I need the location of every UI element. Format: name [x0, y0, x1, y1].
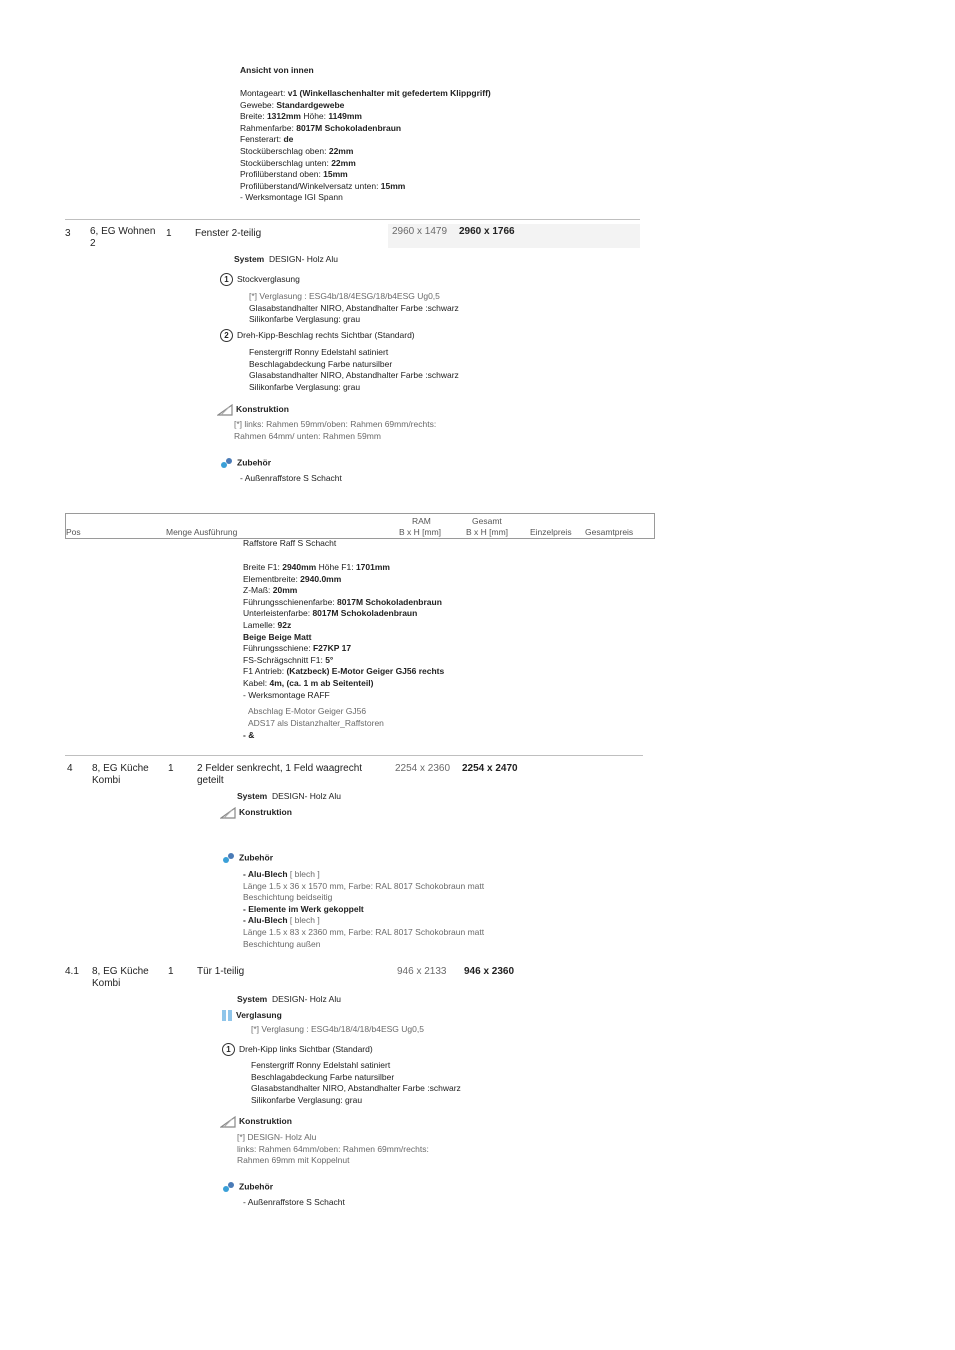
spec-line — [243, 643, 444, 655]
spec-line — [243, 608, 444, 620]
spec-label: - Werksmontage RAFF — [243, 689, 330, 700]
spec-value: 15mm — [323, 169, 348, 180]
zubehoer-item-detail: [ blech ] — [287, 915, 320, 926]
spec-line — [240, 100, 491, 112]
item-dreh-kipp — [222, 1043, 373, 1056]
quantity: 1 — [168, 966, 174, 977]
spec-value: de — [283, 134, 294, 145]
spec-value: 1701mm — [355, 562, 390, 572]
konstruktion-lines — [234, 419, 436, 442]
zubehoer-item-detail: Länge 1.5 x 83 x 2360 mm, Farbe: RAL 8017 Schokobraun matt — [243, 926, 485, 937]
accessories-gear-icon — [220, 457, 234, 469]
verglasung-title: Verglasung — [236, 1009, 282, 1020]
zubehoer-title: Zubehör — [237, 457, 271, 468]
item-stockverglasung — [220, 273, 300, 286]
room-label: 8, EG Küche — [92, 966, 149, 977]
zubehoer-item — [243, 927, 484, 939]
system-line — [237, 791, 341, 803]
spec-label: Höhe F1: — [316, 562, 356, 572]
konstruktion-title: Konstruktion — [239, 1115, 292, 1126]
total-size: 2254 x 2470 — [462, 763, 518, 774]
spec-value: Beige Beige Matt — [243, 631, 312, 642]
spec-line — [240, 169, 491, 181]
konstruktion-heading — [217, 403, 289, 416]
konstruktion-lines — [237, 1132, 429, 1167]
spec-label: Rahmenfarbe: — [240, 122, 297, 133]
header-ram-unit: B x H [mm] — [399, 527, 442, 537]
divider — [65, 755, 643, 756]
spec-label: Montageart: — [240, 88, 288, 98]
header-ram: RAM — [412, 516, 431, 526]
description: 2 Felder senkrecht, 1 Feld waagrecht — [197, 763, 363, 774]
system-value: DESIGN- Holz Alu — [268, 254, 338, 264]
spacer-line: Glasabstandhalter NIRO, Abstandhalter Farbe :schwarz — [251, 1083, 461, 1094]
item1-lines — [249, 291, 459, 326]
zubehoer-item — [243, 881, 484, 893]
zubehoer-title: Zubehör — [239, 1181, 273, 1192]
room-label: 8, EG Küche — [92, 763, 149, 774]
spec-label: Breite: — [240, 111, 267, 122]
spec-line — [240, 134, 491, 146]
raff-spec-list — [243, 562, 444, 701]
zubehoer-item — [243, 869, 484, 881]
spec-value: 22mm — [331, 157, 356, 168]
pos-number: 4 — [67, 763, 73, 774]
header-gesamt-unit: B x H [mm] — [466, 527, 509, 537]
room-label-line2: 2 — [90, 238, 96, 249]
zubehoer-item-detail: [ blech ] — [287, 869, 320, 879]
silicone-line: Silikonfarbe Verglasung: grau — [249, 314, 361, 325]
konstruktion-heading — [220, 806, 292, 819]
glazing-icon — [221, 1009, 233, 1022]
room-label: 6, EG Wohnen — [90, 226, 156, 237]
spec-line — [243, 597, 444, 609]
item-title: Dreh-Kipp-Beschlag rechts Sichtbar (Standard) — [237, 329, 415, 340]
spec-line — [243, 690, 444, 702]
spec-value: 15mm — [380, 180, 406, 191]
raff-grey-line: Abschlag E-Motor Geiger GJ56 — [248, 706, 367, 716]
spec-line — [240, 146, 491, 158]
item-title: Stockverglasung — [237, 273, 300, 284]
konstruktion-title: Konstruktion — [239, 806, 292, 817]
spec-label: Unterleistenfarbe: — [243, 608, 313, 619]
spec-line — [240, 88, 491, 100]
room-label-line2: Kombi — [92, 978, 121, 989]
spec-label: Kabel: — [243, 677, 270, 688]
description: Fenster 2-teilig — [195, 228, 262, 239]
total-size: 2960 x 1766 — [459, 226, 515, 237]
top-heading: Ansicht von innen — [240, 65, 314, 75]
system-line — [237, 994, 341, 1006]
construction-icon — [220, 806, 236, 819]
ram-size: 2960 x 1479 — [392, 226, 448, 237]
quantity: 1 — [166, 228, 172, 239]
spec-value: Standardgewebe — [276, 99, 345, 110]
spec-label: Lamelle: — [243, 619, 278, 630]
spec-label: Breite F1: — [243, 562, 283, 572]
quantity: 1 — [168, 763, 174, 774]
ram-size: 2254 x 2360 — [395, 763, 451, 774]
description: Tür 1-teilig — [197, 966, 245, 977]
spec-value: 8017M Schokoladenbraun — [312, 608, 418, 619]
system-line — [234, 254, 338, 266]
zubehoer-item-name: - Elemente im Werk gekoppelt — [243, 903, 364, 914]
spec-value: 2940mm — [282, 562, 317, 572]
zubehoer-item-name: - Alu-Blech — [243, 869, 288, 879]
total-size: 946 x 2360 — [464, 966, 515, 977]
pos-number: 3 — [65, 228, 71, 239]
accessories-gear-icon — [222, 852, 236, 864]
number-one-icon: 1 — [222, 1043, 235, 1056]
spec-label: F1 Antrieb: — [243, 666, 287, 677]
header-menge-ausfuehrung: Menge Ausführung — [166, 527, 238, 537]
verglasung-line: [*] Verglasung : ESG4b/18/4/18/b4ESG Ug0,5 — [251, 1024, 424, 1034]
silicone-line: Silikonfarbe Verglasung: grau — [251, 1094, 363, 1105]
construction-icon — [220, 1115, 236, 1128]
spacer-line: Glasabstandhalter NIRO, Abstandhalter Farbe :schwarz — [249, 302, 459, 313]
spec-line — [240, 123, 491, 135]
spec-line — [243, 620, 444, 632]
spec-label: Z-Maß: — [243, 585, 273, 596]
konstruktion-line: [*] DESIGN- Holz Alu — [237, 1132, 317, 1142]
room-label-line2: Kombi — [92, 775, 121, 786]
spec-line — [240, 181, 491, 193]
handle-line: Fenstergriff Ronny Edelstahl satiniert — [249, 347, 389, 357]
verglasung-heading — [221, 1009, 282, 1022]
spec-label: Fensterart: — [240, 134, 284, 145]
header-pos: Pos — [66, 527, 81, 537]
spec-value: v1 (Winkellaschenhalter mit gefedertem Klippgriff) — [287, 88, 491, 98]
system-value: DESIGN- Holz Alu — [271, 791, 341, 801]
spec-line — [243, 562, 444, 574]
pos-number: 4.1 — [65, 966, 79, 977]
zubehoer-item-detail: Beschichtung beidseitig — [243, 892, 333, 903]
glazing-line: [*] Verglasung : ESG4b/18/4ESG/18/b4ESG Ug0,5 — [249, 291, 440, 301]
number-two-icon: 2 — [220, 329, 233, 342]
raff-last-line: - & — [243, 730, 255, 740]
item-dreh-kipp — [220, 329, 415, 342]
zubehoer-heading — [222, 1181, 273, 1193]
zubehoer-item — [243, 939, 484, 951]
spec-line — [243, 574, 444, 586]
zubehoer-line: - Außenraffstore S Schacht — [240, 473, 342, 483]
spec-label: Stocküberschlag oben: — [240, 145, 329, 156]
spec-value: 1149mm — [328, 111, 362, 122]
spec-line — [240, 111, 491, 123]
spec-value: 4m, (ca. 1 m ab Seitenteil) — [269, 677, 374, 688]
zubehoer-item — [243, 915, 484, 927]
spec-value: 5° — [325, 654, 334, 665]
spec-line — [243, 585, 444, 597]
spec-value: 1312mm — [266, 111, 301, 122]
spec-value: 2940.0mm — [300, 573, 342, 584]
silicone-line: Silikonfarbe Verglasung: grau — [249, 381, 361, 392]
zubehoer-item — [243, 904, 484, 916]
zubehoer-item-name: - Alu-Blech — [243, 915, 288, 926]
zubehoer-title: Zubehör — [239, 852, 273, 863]
number-one-icon: 1 — [220, 273, 233, 286]
cover-line: Beschlagabdeckung Farbe natursilber — [249, 358, 393, 369]
spec-label: Führungsschienenfarbe: — [243, 596, 338, 607]
konstruktion-line: [*] links: Rahmen 59mm/oben: Rahmen 69mm/rechts: — [234, 419, 437, 429]
raff-grey-lines — [248, 706, 384, 729]
konstruktion-heading — [220, 1115, 292, 1128]
raff-grey-line: ADS17 als Distanzhalter_Raffstoren — [248, 717, 384, 728]
spacer-line: Glasabstandhalter NIRO, Abstandhalter Farbe :schwarz — [249, 370, 459, 381]
konstruktion-line: Rahmen 69mm mit Koppelnut — [237, 1155, 350, 1166]
zubehoer-list — [243, 869, 484, 950]
spec-label: Stocküberschlag unten: — [240, 157, 332, 168]
cover-line: Beschlagabdeckung Farbe natursilber — [251, 1071, 395, 1082]
top-spec-list — [240, 88, 491, 204]
spec-line — [243, 632, 444, 644]
spec-value: 92z — [277, 619, 292, 630]
spec-label: Führungsschiene: — [243, 643, 313, 654]
spec-label: Gewebe: — [240, 99, 277, 110]
description-line2: geteilt — [197, 775, 224, 786]
item1-lines — [251, 1060, 461, 1106]
construction-icon — [217, 403, 233, 416]
spec-value: F27KP 17 — [312, 643, 352, 654]
accessories-gear-icon — [222, 1181, 236, 1193]
spec-line — [243, 678, 444, 690]
konstruktion-line: Rahmen 64mm/ unten: Rahmen 59mm — [234, 430, 381, 441]
zubehoer-heading — [222, 852, 273, 864]
zubehoer-item — [243, 892, 484, 904]
spec-label: FS-Schrägschnitt F1: — [243, 654, 326, 665]
spec-value: 8017M Schokoladenbraun — [337, 596, 442, 607]
spec-line — [240, 192, 491, 204]
item2-lines — [249, 347, 459, 393]
konstruktion-title: Konstruktion — [236, 403, 289, 414]
system-label: System — [237, 994, 268, 1004]
spec-line — [240, 158, 491, 170]
spec-line — [243, 666, 444, 678]
spec-label: Höhe: — [300, 111, 329, 122]
zubehoer-item-detail: Länge 1.5 x 36 x 1570 mm, Farbe: RAL 8017 Schokobraun matt — [243, 880, 485, 891]
spec-label: Profilüberstand oben: — [240, 169, 324, 180]
zubehoer-line: - Außenraffstore S Schacht — [243, 1197, 345, 1207]
item-title: Dreh-Kipp links Sichtbar (Standard) — [239, 1043, 373, 1054]
header-einzelpreis: Einzelpreis — [530, 527, 572, 537]
divider — [65, 219, 640, 220]
ram-size: 946 x 2133 — [397, 966, 447, 977]
spec-value: 20mm — [272, 585, 298, 596]
spec-value: 8017M Schokoladenbraun — [296, 122, 402, 133]
raff-title: Raffstore Raff S Schacht — [243, 538, 337, 548]
konstruktion-line: links: Rahmen 64mm/oben: Rahmen 69mm/rechts: — [237, 1143, 429, 1154]
handle-line: Fenstergriff Ronny Edelstahl satiniert — [251, 1060, 391, 1070]
system-label: System — [237, 791, 268, 801]
spec-label: Profilüberstand/Winkelversatz unten: — [240, 180, 381, 191]
spec-value: (Katzbeck) E-Motor Geiger GJ56 rechts — [286, 666, 445, 677]
zubehoer-item-detail: Beschichtung außen — [243, 938, 321, 949]
zubehoer-heading — [220, 457, 271, 469]
spec-label: - Werksmontage IGI Spann — [240, 192, 343, 203]
spec-line — [243, 655, 444, 667]
spec-value: 22mm — [328, 145, 354, 156]
system-label: System — [234, 254, 265, 264]
header-gesamtpreis: Gesamtpreis — [585, 527, 634, 537]
spec-label: Elementbreite: — [243, 573, 301, 584]
system-value: DESIGN- Holz Alu — [271, 994, 341, 1004]
header-gesamt: Gesamt — [472, 516, 502, 526]
